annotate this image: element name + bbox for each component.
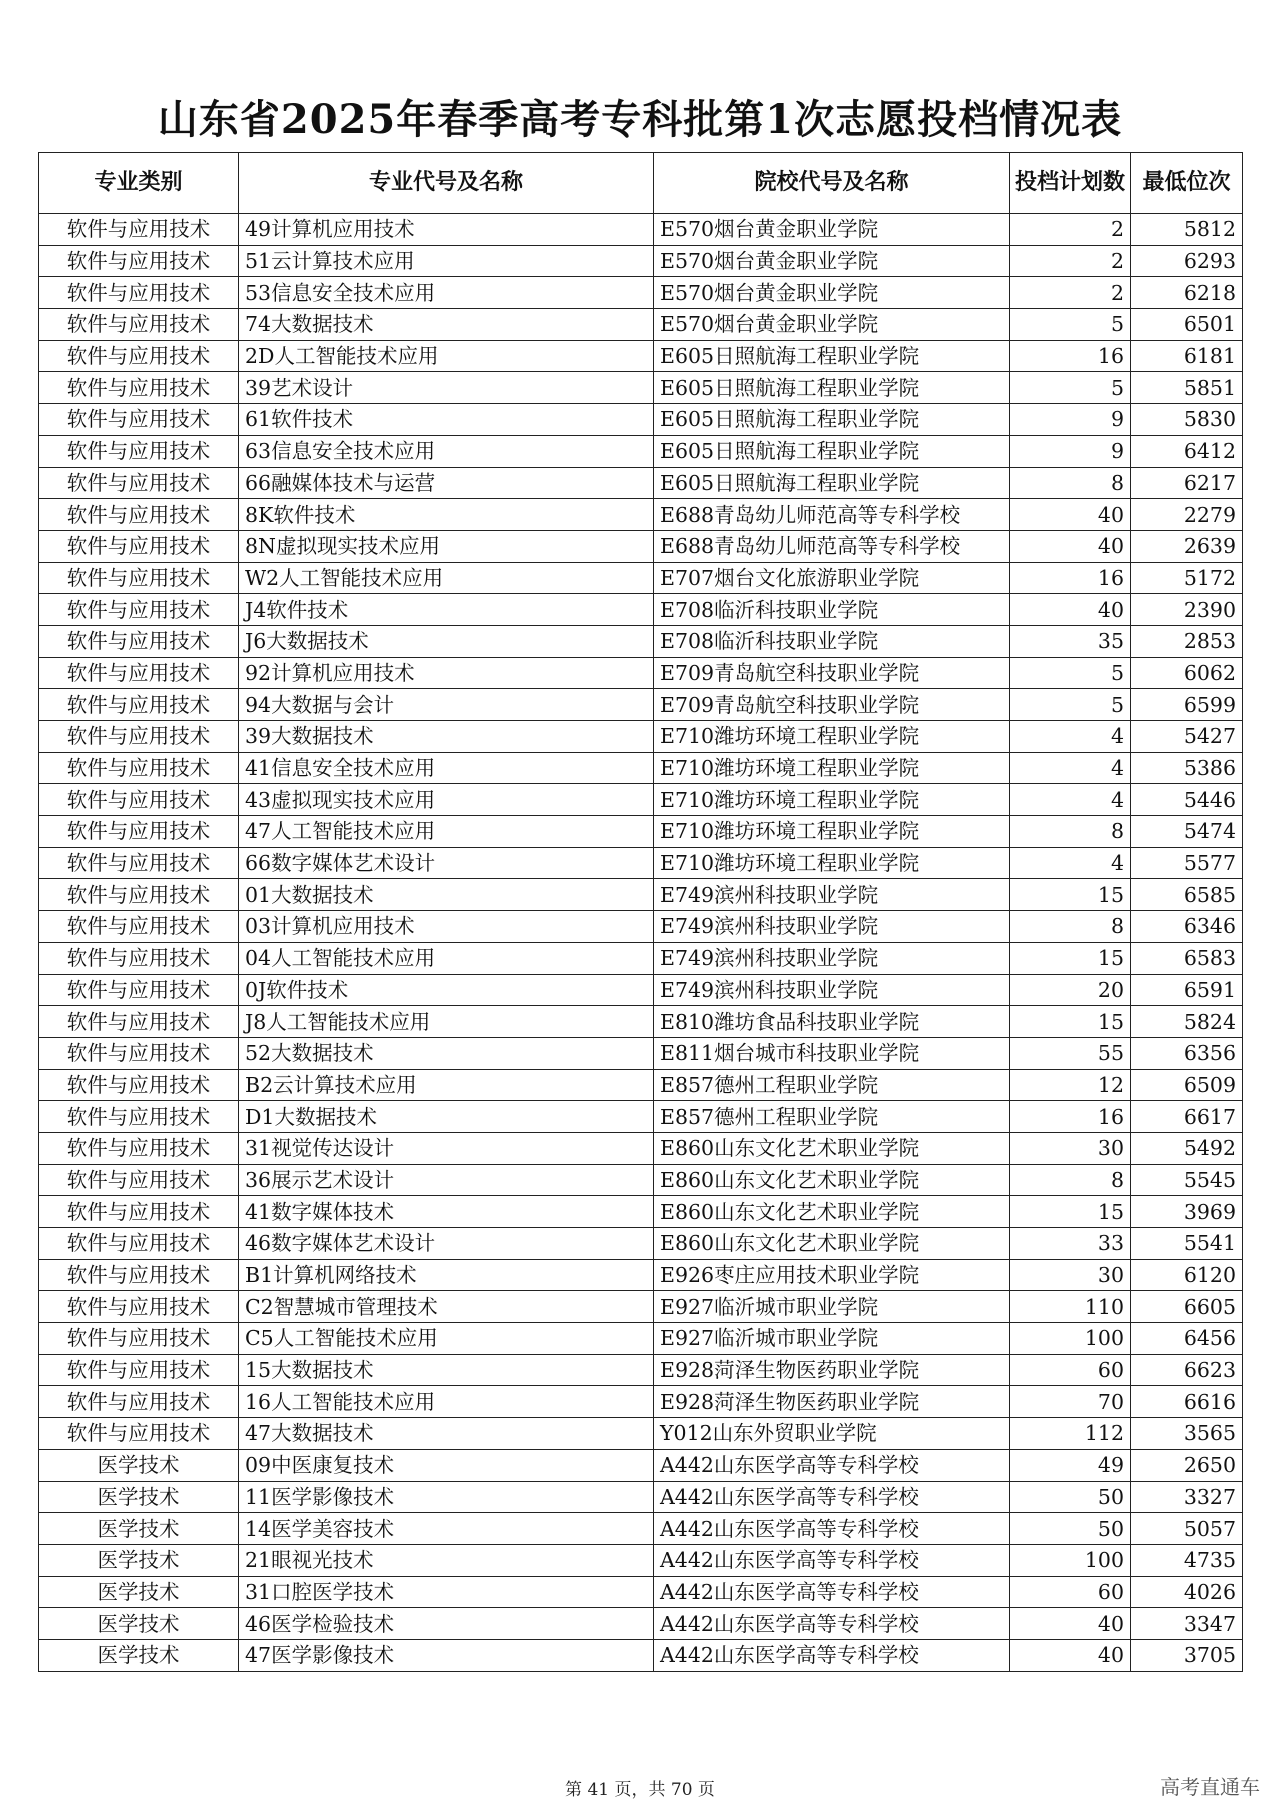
cell-category: 软件与应用技术 <box>39 499 239 531</box>
cell-min-rank: 4735 <box>1131 1544 1243 1576</box>
cell-min-rank: 3705 <box>1131 1639 1243 1671</box>
cell-plan-count: 40 <box>1010 1639 1131 1671</box>
cell-school: E707烟台文化旅游职业学院 <box>654 562 1010 594</box>
table-row <box>39 467 1243 499</box>
table-row <box>39 594 1243 626</box>
cell-school: E570烟台黄金职业学院 <box>654 277 1010 309</box>
admission-table <box>38 152 1243 1672</box>
cell-plan-count: 16 <box>1010 340 1131 372</box>
cell-major: 66数字媒体艺术设计 <box>239 847 654 879</box>
table-row <box>39 1544 1243 1576</box>
cell-min-rank: 2279 <box>1131 499 1243 531</box>
cell-category: 软件与应用技术 <box>39 1291 239 1323</box>
cell-school: A442山东医学高等专科学校 <box>654 1481 1010 1513</box>
cell-school: A442山东医学高等专科学校 <box>654 1449 1010 1481</box>
cell-min-rank: 5824 <box>1131 1006 1243 1038</box>
cell-category: 软件与应用技术 <box>39 562 239 594</box>
cell-major: 46数字媒体艺术设计 <box>239 1228 654 1260</box>
cell-category: 软件与应用技术 <box>39 879 239 911</box>
cell-major: 41数字媒体技术 <box>239 1196 654 1228</box>
cell-major: 8K软件技术 <box>239 499 654 531</box>
table-row <box>39 214 1243 246</box>
cell-plan-count: 8 <box>1010 816 1131 848</box>
cell-major: C2智慧城市管理技术 <box>239 1291 654 1323</box>
cell-school: E860山东文化艺术职业学院 <box>654 1164 1010 1196</box>
cell-major: 74大数据技术 <box>239 309 654 341</box>
cell-school: E810潍坊食品科技职业学院 <box>654 1006 1010 1038</box>
cell-category: 软件与应用技术 <box>39 404 239 436</box>
cell-school: E688青岛幼儿师范高等专科学校 <box>654 499 1010 531</box>
table-row <box>39 911 1243 943</box>
cell-category: 软件与应用技术 <box>39 1069 239 1101</box>
cell-plan-count: 2 <box>1010 214 1131 246</box>
cell-category: 软件与应用技术 <box>39 277 239 309</box>
cell-school: E860山东文化艺术职业学院 <box>654 1132 1010 1164</box>
cell-min-rank: 6181 <box>1131 340 1243 372</box>
cell-plan-count: 5 <box>1010 657 1131 689</box>
cell-min-rank: 6293 <box>1131 245 1243 277</box>
cell-major: 11医学影像技术 <box>239 1481 654 1513</box>
cell-min-rank: 6599 <box>1131 689 1243 721</box>
cell-plan-count: 55 <box>1010 1037 1131 1069</box>
cell-school: A442山东医学高等专科学校 <box>654 1576 1010 1608</box>
cell-plan-count: 16 <box>1010 1101 1131 1133</box>
cell-min-rank: 6623 <box>1131 1354 1243 1386</box>
cell-category: 软件与应用技术 <box>39 752 239 784</box>
cell-category: 软件与应用技术 <box>39 1418 239 1450</box>
header-major: 专业代号及名称 <box>239 153 654 214</box>
cell-min-rank: 4026 <box>1131 1576 1243 1608</box>
cell-plan-count: 5 <box>1010 372 1131 404</box>
cell-category: 软件与应用技术 <box>39 1037 239 1069</box>
cell-school: E710潍坊环境工程职业学院 <box>654 816 1010 848</box>
cell-major: 41信息安全技术应用 <box>239 752 654 784</box>
cell-category: 医学技术 <box>39 1449 239 1481</box>
table-row <box>39 404 1243 436</box>
cell-plan-count: 100 <box>1010 1544 1131 1576</box>
cell-major: 47医学影像技术 <box>239 1639 654 1671</box>
cell-min-rank: 2650 <box>1131 1449 1243 1481</box>
table-row <box>39 562 1243 594</box>
cell-school: E605日照航海工程职业学院 <box>654 467 1010 499</box>
header-plan-count: 投档计划数 <box>1010 153 1131 214</box>
cell-major: 21眼视光技术 <box>239 1544 654 1576</box>
cell-min-rank: 6591 <box>1131 974 1243 1006</box>
cell-plan-count: 60 <box>1010 1354 1131 1386</box>
cell-school: E708临沂科技职业学院 <box>654 625 1010 657</box>
cell-min-rank: 5541 <box>1131 1228 1243 1260</box>
header-school: 院校代号及名称 <box>654 153 1010 214</box>
cell-category: 软件与应用技术 <box>39 1323 239 1355</box>
cell-plan-count: 33 <box>1010 1228 1131 1260</box>
cell-category: 医学技术 <box>39 1576 239 1608</box>
cell-category: 医学技术 <box>39 1513 239 1545</box>
cell-plan-count: 15 <box>1010 879 1131 911</box>
table-row <box>39 1354 1243 1386</box>
cell-category: 软件与应用技术 <box>39 689 239 721</box>
cell-category: 软件与应用技术 <box>39 1101 239 1133</box>
cell-major: 66融媒体技术与运营 <box>239 467 654 499</box>
cell-major: 15大数据技术 <box>239 1354 654 1386</box>
cell-major: 31口腔医学技术 <box>239 1576 654 1608</box>
table-row <box>39 879 1243 911</box>
cell-min-rank: 5545 <box>1131 1164 1243 1196</box>
cell-category: 软件与应用技术 <box>39 847 239 879</box>
cell-plan-count: 2 <box>1010 277 1131 309</box>
cell-school: E928菏泽生物医药职业学院 <box>654 1386 1010 1418</box>
cell-major: 53信息安全技术应用 <box>239 277 654 309</box>
cell-plan-count: 49 <box>1010 1449 1131 1481</box>
table-row <box>39 689 1243 721</box>
cell-plan-count: 40 <box>1010 594 1131 626</box>
table-header-row <box>39 153 1243 214</box>
cell-school: E749滨州科技职业学院 <box>654 974 1010 1006</box>
cell-min-rank: 5492 <box>1131 1132 1243 1164</box>
cell-school: E570烟台黄金职业学院 <box>654 214 1010 246</box>
cell-major: J4软件技术 <box>239 594 654 626</box>
cell-major: 09中医康复技术 <box>239 1449 654 1481</box>
cell-min-rank: 2853 <box>1131 625 1243 657</box>
cell-plan-count: 20 <box>1010 974 1131 1006</box>
cell-major: 14医学美容技术 <box>239 1513 654 1545</box>
cell-category: 软件与应用技术 <box>39 1259 239 1291</box>
cell-school: E749滨州科技职业学院 <box>654 911 1010 943</box>
table-row <box>39 847 1243 879</box>
cell-school: E926枣庄应用技术职业学院 <box>654 1259 1010 1291</box>
cell-category: 软件与应用技术 <box>39 942 239 974</box>
table-row <box>39 974 1243 1006</box>
cell-school: E857德州工程职业学院 <box>654 1101 1010 1133</box>
cell-school: E749滨州科技职业学院 <box>654 879 1010 911</box>
table-row <box>39 245 1243 277</box>
cell-min-rank: 6356 <box>1131 1037 1243 1069</box>
cell-school: E708临沂科技职业学院 <box>654 594 1010 626</box>
cell-plan-count: 4 <box>1010 752 1131 784</box>
cell-school: E710潍坊环境工程职业学院 <box>654 721 1010 753</box>
cell-major: 47大数据技术 <box>239 1418 654 1450</box>
cell-plan-count: 8 <box>1010 467 1131 499</box>
cell-plan-count: 4 <box>1010 847 1131 879</box>
cell-category: 软件与应用技术 <box>39 340 239 372</box>
cell-major: 92计算机应用技术 <box>239 657 654 689</box>
table-row <box>39 277 1243 309</box>
cell-school: E570烟台黄金职业学院 <box>654 245 1010 277</box>
cell-category: 软件与应用技术 <box>39 1354 239 1386</box>
table-row <box>39 1418 1243 1450</box>
cell-min-rank: 6509 <box>1131 1069 1243 1101</box>
cell-school: A442山东医学高等专科学校 <box>654 1608 1010 1640</box>
cell-category: 软件与应用技术 <box>39 911 239 943</box>
cell-category: 医学技术 <box>39 1481 239 1513</box>
cell-min-rank: 6412 <box>1131 435 1243 467</box>
cell-min-rank: 3969 <box>1131 1196 1243 1228</box>
cell-major: 46医学检验技术 <box>239 1608 654 1640</box>
cell-min-rank: 2390 <box>1131 594 1243 626</box>
cell-category: 软件与应用技术 <box>39 594 239 626</box>
cell-school: E927临沂城市职业学院 <box>654 1323 1010 1355</box>
cell-plan-count: 9 <box>1010 404 1131 436</box>
table-row <box>39 372 1243 404</box>
cell-plan-count: 9 <box>1010 435 1131 467</box>
cell-plan-count: 15 <box>1010 942 1131 974</box>
cell-major: 04人工智能技术应用 <box>239 942 654 974</box>
table-row <box>39 1037 1243 1069</box>
cell-plan-count: 50 <box>1010 1513 1131 1545</box>
cell-min-rank: 6120 <box>1131 1259 1243 1291</box>
cell-min-rank: 5427 <box>1131 721 1243 753</box>
cell-plan-count: 30 <box>1010 1259 1131 1291</box>
cell-min-rank: 6456 <box>1131 1323 1243 1355</box>
cell-category: 软件与应用技术 <box>39 467 239 499</box>
cell-school: E570烟台黄金职业学院 <box>654 309 1010 341</box>
table-row <box>39 1291 1243 1323</box>
cell-school: E857德州工程职业学院 <box>654 1069 1010 1101</box>
cell-category: 软件与应用技术 <box>39 214 239 246</box>
cell-major: 63信息安全技术应用 <box>239 435 654 467</box>
watermark: 高考直通车 <box>1160 1775 1260 1799</box>
cell-school: E928菏泽生物医药职业学院 <box>654 1354 1010 1386</box>
cell-major: C5人工智能技术应用 <box>239 1323 654 1355</box>
table-row <box>39 1228 1243 1260</box>
cell-category: 软件与应用技术 <box>39 1006 239 1038</box>
cell-major: J6大数据技术 <box>239 625 654 657</box>
cell-major: 39大数据技术 <box>239 721 654 753</box>
cell-major: 2D人工智能技术应用 <box>239 340 654 372</box>
cell-plan-count: 15 <box>1010 1006 1131 1038</box>
cell-category: 医学技术 <box>39 1639 239 1671</box>
cell-major: 03计算机应用技术 <box>239 911 654 943</box>
table-row <box>39 1576 1243 1608</box>
cell-min-rank: 2639 <box>1131 530 1243 562</box>
cell-min-rank: 5577 <box>1131 847 1243 879</box>
cell-plan-count: 110 <box>1010 1291 1131 1323</box>
cell-plan-count: 112 <box>1010 1418 1131 1450</box>
table-row <box>39 1196 1243 1228</box>
cell-plan-count: 60 <box>1010 1576 1131 1608</box>
cell-category: 软件与应用技术 <box>39 721 239 753</box>
cell-school: E605日照航海工程职业学院 <box>654 340 1010 372</box>
cell-min-rank: 6583 <box>1131 942 1243 974</box>
cell-plan-count: 12 <box>1010 1069 1131 1101</box>
cell-major: 0J软件技术 <box>239 974 654 1006</box>
cell-school: E709青岛航空科技职业学院 <box>654 657 1010 689</box>
cell-major: 51云计算技术应用 <box>239 245 654 277</box>
cell-category: 软件与应用技术 <box>39 784 239 816</box>
cell-major: 47人工智能技术应用 <box>239 816 654 848</box>
table-row <box>39 1132 1243 1164</box>
table-row <box>39 499 1243 531</box>
cell-school: E710潍坊环境工程职业学院 <box>654 784 1010 816</box>
cell-major: 16人工智能技术应用 <box>239 1386 654 1418</box>
cell-category: 医学技术 <box>39 1544 239 1576</box>
cell-category: 软件与应用技术 <box>39 1132 239 1164</box>
cell-plan-count: 70 <box>1010 1386 1131 1418</box>
cell-category: 软件与应用技术 <box>39 625 239 657</box>
cell-min-rank: 5057 <box>1131 1513 1243 1545</box>
cell-category: 医学技术 <box>39 1608 239 1640</box>
cell-min-rank: 5851 <box>1131 372 1243 404</box>
cell-major: 43虚拟现实技术应用 <box>239 784 654 816</box>
cell-major: 52大数据技术 <box>239 1037 654 1069</box>
table-row <box>39 625 1243 657</box>
cell-school: E811烟台城市科技职业学院 <box>654 1037 1010 1069</box>
cell-category: 软件与应用技术 <box>39 974 239 1006</box>
cell-major: 01大数据技术 <box>239 879 654 911</box>
table-row <box>39 1259 1243 1291</box>
table-row <box>39 1386 1243 1418</box>
header-min-rank: 最低位次 <box>1131 153 1243 214</box>
page-title: 山东省2025年春季高考专科批第1次志愿投档情况表 <box>157 96 1123 143</box>
cell-plan-count: 5 <box>1010 689 1131 721</box>
cell-min-rank: 6062 <box>1131 657 1243 689</box>
cell-school: E605日照航海工程职业学院 <box>654 372 1010 404</box>
cell-min-rank: 5830 <box>1131 404 1243 436</box>
table-row <box>39 721 1243 753</box>
cell-min-rank: 6346 <box>1131 911 1243 943</box>
cell-school: A442山东医学高等专科学校 <box>654 1639 1010 1671</box>
cell-min-rank: 3347 <box>1131 1608 1243 1640</box>
cell-category: 软件与应用技术 <box>39 245 239 277</box>
cell-min-rank: 6218 <box>1131 277 1243 309</box>
cell-plan-count: 30 <box>1010 1132 1131 1164</box>
cell-plan-count: 50 <box>1010 1481 1131 1513</box>
cell-plan-count: 15 <box>1010 1196 1131 1228</box>
table-row <box>39 1639 1243 1671</box>
cell-min-rank: 6605 <box>1131 1291 1243 1323</box>
cell-plan-count: 16 <box>1010 562 1131 594</box>
cell-major: B2云计算技术应用 <box>239 1069 654 1101</box>
cell-school: A442山东医学高等专科学校 <box>654 1544 1010 1576</box>
cell-school: E860山东文化艺术职业学院 <box>654 1196 1010 1228</box>
cell-min-rank: 5446 <box>1131 784 1243 816</box>
page-number: 第 41 页，共 70 页 <box>565 1780 715 1800</box>
cell-min-rank: 6501 <box>1131 309 1243 341</box>
cell-plan-count: 4 <box>1010 721 1131 753</box>
cell-major: J8人工智能技术应用 <box>239 1006 654 1038</box>
cell-category: 软件与应用技术 <box>39 657 239 689</box>
cell-min-rank: 6617 <box>1131 1101 1243 1133</box>
cell-plan-count: 40 <box>1010 499 1131 531</box>
cell-school: E688青岛幼儿师范高等专科学校 <box>654 530 1010 562</box>
cell-major: 36展示艺术设计 <box>239 1164 654 1196</box>
cell-major: 39艺术设计 <box>239 372 654 404</box>
cell-major: D1大数据技术 <box>239 1101 654 1133</box>
cell-school: A442山东医学高等专科学校 <box>654 1513 1010 1545</box>
table-row <box>39 1481 1243 1513</box>
cell-plan-count: 4 <box>1010 784 1131 816</box>
cell-category: 软件与应用技术 <box>39 435 239 467</box>
table-row <box>39 942 1243 974</box>
cell-plan-count: 40 <box>1010 1608 1131 1640</box>
table-row <box>39 1449 1243 1481</box>
cell-plan-count: 35 <box>1010 625 1131 657</box>
cell-school: E927临沂城市职业学院 <box>654 1291 1010 1323</box>
cell-plan-count: 8 <box>1010 911 1131 943</box>
cell-min-rank: 6585 <box>1131 879 1243 911</box>
cell-category: 软件与应用技术 <box>39 1228 239 1260</box>
cell-category: 软件与应用技术 <box>39 1196 239 1228</box>
cell-min-rank: 5386 <box>1131 752 1243 784</box>
table-row <box>39 1101 1243 1133</box>
cell-plan-count: 5 <box>1010 309 1131 341</box>
table-row <box>39 1006 1243 1038</box>
cell-category: 软件与应用技术 <box>39 1386 239 1418</box>
table-row <box>39 816 1243 848</box>
header-category: 专业类别 <box>39 153 239 214</box>
cell-school: E710潍坊环境工程职业学院 <box>654 847 1010 879</box>
cell-min-rank: 6616 <box>1131 1386 1243 1418</box>
table-row <box>39 657 1243 689</box>
cell-plan-count: 40 <box>1010 530 1131 562</box>
cell-major: B1计算机网络技术 <box>239 1259 654 1291</box>
cell-school: E709青岛航空科技职业学院 <box>654 689 1010 721</box>
cell-school: E605日照航海工程职业学院 <box>654 435 1010 467</box>
cell-category: 软件与应用技术 <box>39 1164 239 1196</box>
table-row <box>39 530 1243 562</box>
table-row <box>39 1513 1243 1545</box>
cell-school: E710潍坊环境工程职业学院 <box>654 752 1010 784</box>
cell-major: 61软件技术 <box>239 404 654 436</box>
cell-school: E749滨州科技职业学院 <box>654 942 1010 974</box>
cell-school: E605日照航海工程职业学院 <box>654 404 1010 436</box>
cell-category: 软件与应用技术 <box>39 372 239 404</box>
cell-plan-count: 2 <box>1010 245 1131 277</box>
cell-major: 94大数据与会计 <box>239 689 654 721</box>
table-row <box>39 435 1243 467</box>
cell-category: 软件与应用技术 <box>39 530 239 562</box>
table-row <box>39 1323 1243 1355</box>
cell-min-rank: 5172 <box>1131 562 1243 594</box>
cell-major: 31视觉传达设计 <box>239 1132 654 1164</box>
cell-min-rank: 3565 <box>1131 1418 1243 1450</box>
table-row <box>39 752 1243 784</box>
cell-school: Y012山东外贸职业学院 <box>654 1418 1010 1450</box>
cell-category: 软件与应用技术 <box>39 309 239 341</box>
table-row <box>39 340 1243 372</box>
cell-major: W2人工智能技术应用 <box>239 562 654 594</box>
table-row <box>39 1164 1243 1196</box>
table-row <box>39 784 1243 816</box>
table-row <box>39 1608 1243 1640</box>
cell-min-rank: 5812 <box>1131 214 1243 246</box>
cell-plan-count: 100 <box>1010 1323 1131 1355</box>
cell-school: E860山东文化艺术职业学院 <box>654 1228 1010 1260</box>
cell-major: 49计算机应用技术 <box>239 214 654 246</box>
cell-category: 软件与应用技术 <box>39 816 239 848</box>
cell-min-rank: 5474 <box>1131 816 1243 848</box>
table-row <box>39 309 1243 341</box>
cell-min-rank: 3327 <box>1131 1481 1243 1513</box>
table-row <box>39 1069 1243 1101</box>
cell-plan-count: 8 <box>1010 1164 1131 1196</box>
cell-min-rank: 6217 <box>1131 467 1243 499</box>
cell-major: 8N虚拟现实技术应用 <box>239 530 654 562</box>
table-body <box>39 214 1243 1672</box>
